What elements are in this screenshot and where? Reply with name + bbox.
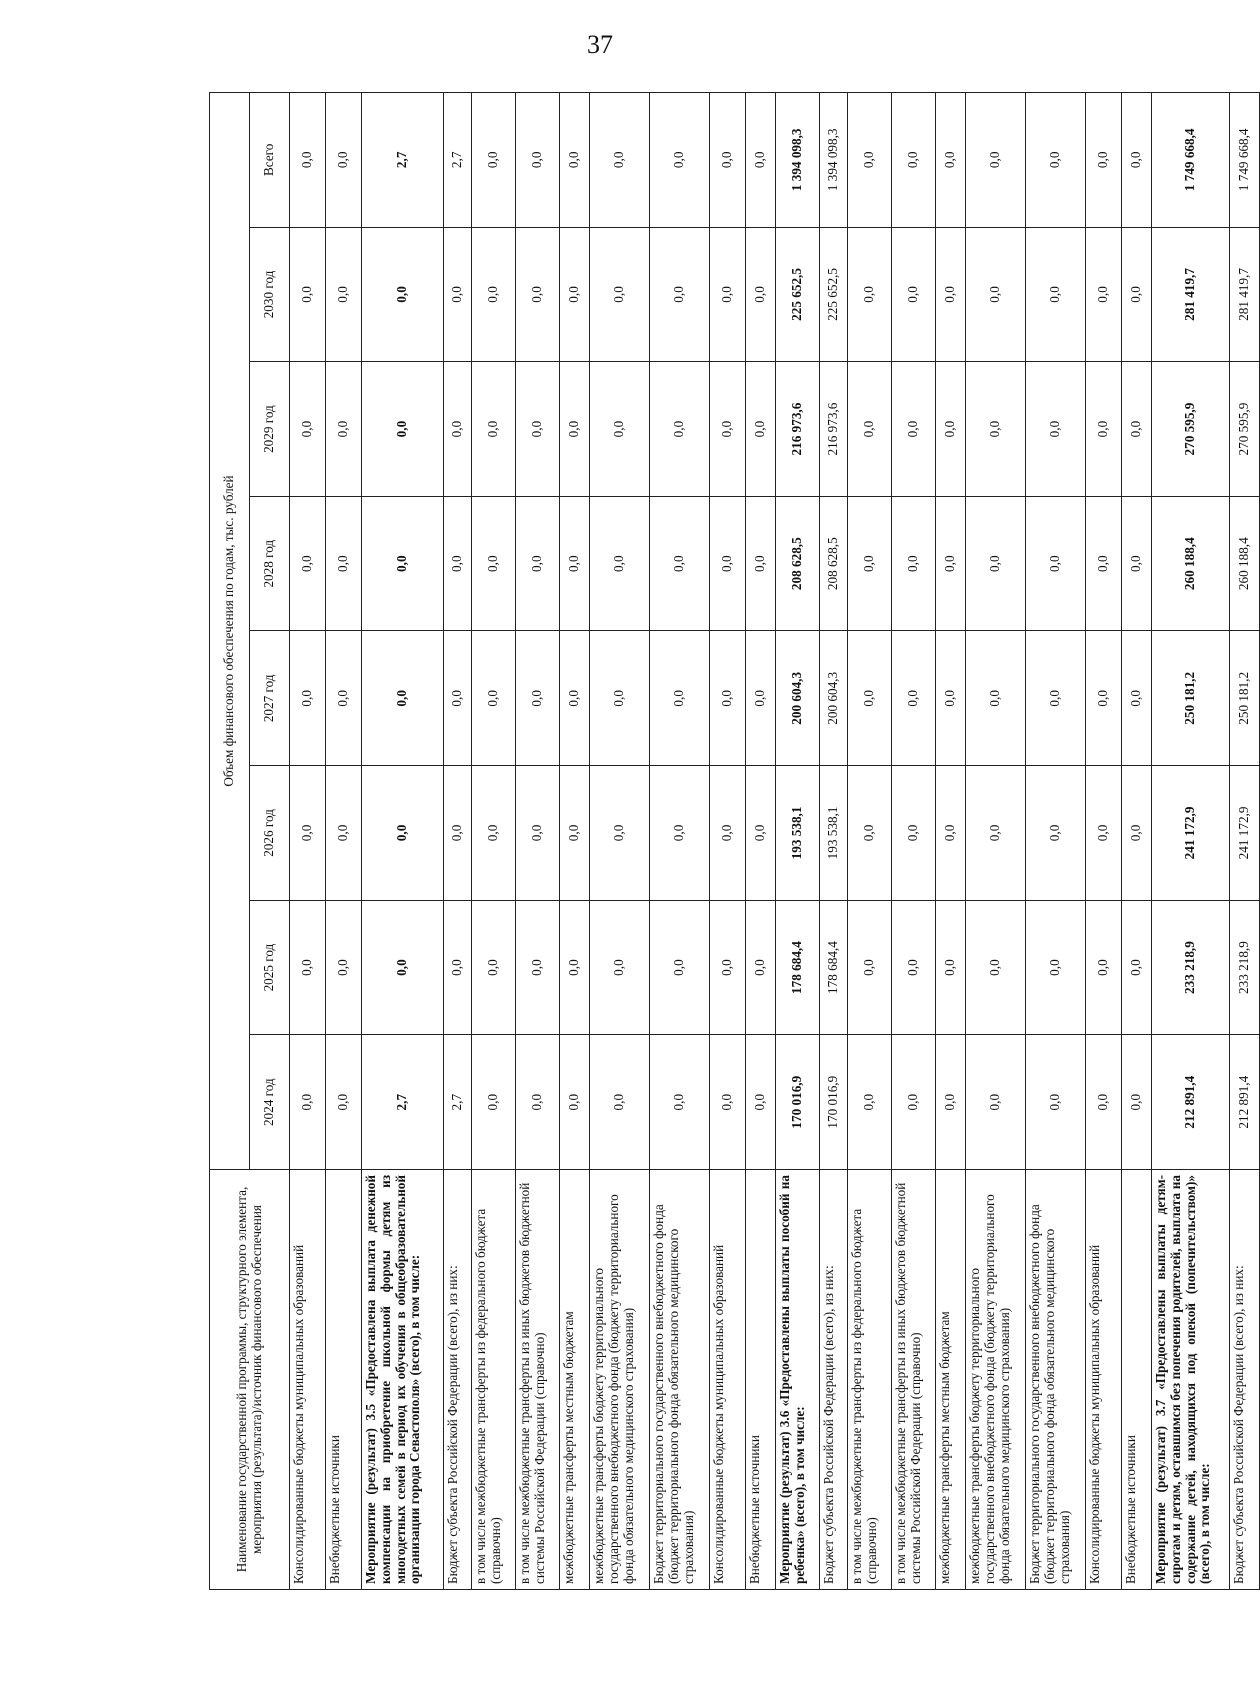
row-value: 0,0 — [966, 900, 1026, 1035]
row-label: Консолидированные бюджеты муниципальных образований — [710, 1170, 746, 1590]
row-value: 0,0 — [590, 93, 650, 228]
row-value: 0,0 — [936, 496, 966, 631]
row-value: 0,0 — [936, 1035, 966, 1170]
row-value: 0,0 — [560, 900, 590, 1035]
row-value: 0,0 — [472, 1035, 516, 1170]
table-row — [966, 93, 1026, 1590]
row-value: 0,0 — [966, 631, 1026, 766]
table-row — [362, 93, 444, 1590]
row-value: 0,0 — [1086, 766, 1122, 901]
row-value: 0,0 — [1122, 227, 1152, 362]
row-value: 0,0 — [560, 227, 590, 362]
row-value: 0,0 — [560, 631, 590, 766]
row-value: 0,0 — [966, 766, 1026, 901]
row-value: 225 652,5 — [820, 227, 848, 362]
row-value: 0,0 — [966, 496, 1026, 631]
row-value: 0,0 — [362, 631, 444, 766]
table-row — [444, 93, 472, 1590]
table-row — [710, 93, 746, 1590]
row-value: 0,0 — [892, 362, 936, 497]
table-row — [290, 93, 326, 1590]
row-value: 0,0 — [710, 362, 746, 497]
row-value: 0,0 — [892, 631, 936, 766]
row-value: 0,0 — [326, 900, 362, 1035]
row-value: 0,0 — [1122, 496, 1152, 631]
row-value: 0,0 — [892, 496, 936, 631]
row-value: 0,0 — [326, 362, 362, 497]
row-value: 0,0 — [1122, 1035, 1152, 1170]
row-value: 170 016,9 — [776, 1035, 820, 1170]
row-label: межбюджетные трансферты бюджету территориального государственного внебюджетного фонда (бюджету территориального фонда обязательного медицинского страхования) — [590, 1170, 650, 1590]
row-value: 0,0 — [848, 227, 892, 362]
row-value: 0,0 — [444, 631, 472, 766]
page-number: 37 — [587, 30, 613, 59]
row-value: 0,0 — [936, 900, 966, 1035]
table-row — [848, 93, 892, 1590]
row-value: 170 016,9 — [820, 1035, 848, 1170]
header-year-total: Всего — [250, 93, 290, 228]
row-value: 0,0 — [650, 496, 710, 631]
row-value: 0,0 — [590, 900, 650, 1035]
row-value: 0,0 — [1026, 631, 1086, 766]
row-value: 2,7 — [444, 1035, 472, 1170]
row-label: Консолидированные бюджеты муниципальных образований — [290, 1170, 326, 1590]
row-value: 0,0 — [746, 227, 776, 362]
header-year-2029: 2029 год — [250, 362, 290, 497]
row-value: 0,0 — [936, 227, 966, 362]
row-value: 0,0 — [362, 766, 444, 901]
row-value: 241 172,9 — [1230, 766, 1260, 901]
row-value: 0,0 — [966, 93, 1026, 228]
row-value: 0,0 — [936, 631, 966, 766]
row-value: 0,0 — [472, 766, 516, 901]
row-value: 0,0 — [1122, 900, 1152, 1035]
row-value: 0,0 — [1086, 93, 1122, 228]
row-value: 0,0 — [362, 227, 444, 362]
row-value: 0,0 — [650, 1035, 710, 1170]
row-value: 0,0 — [472, 227, 516, 362]
row-value: 0,0 — [516, 900, 560, 1035]
row-value: 0,0 — [290, 496, 326, 631]
row-value: 0,0 — [1086, 362, 1122, 497]
row-value: 0,0 — [472, 93, 516, 228]
row-value: 178 684,4 — [820, 900, 848, 1035]
row-label: Мероприятие (результат) 3.5 «Предоставлена выплата денежной компенсации на приобретение школьной формы детям из многодетных семей в период их обучения в общеобразовательной организации города Севастополя» (всего), в том числе: — [362, 1170, 444, 1590]
row-value: 0,0 — [848, 900, 892, 1035]
row-value: 0,0 — [326, 93, 362, 228]
row-label: в том числе межбюджетные трансферты из иных бюджетов бюджетной системы Российской Федерации (справочно) — [892, 1170, 936, 1590]
header-year-2024: 2024 год — [250, 1035, 290, 1170]
row-value: 0,0 — [650, 900, 710, 1035]
row-value: 0,0 — [326, 1035, 362, 1170]
row-value: 0,0 — [560, 496, 590, 631]
row-value: 0,0 — [710, 93, 746, 228]
table-row — [820, 93, 848, 1590]
header-year-2028: 2028 год — [250, 496, 290, 631]
row-value: 0,0 — [966, 1035, 1026, 1170]
row-value: 0,0 — [590, 227, 650, 362]
row-value: 0,0 — [516, 362, 560, 497]
table-row — [892, 93, 936, 1590]
row-label: Внебюджетные источники — [326, 1170, 362, 1590]
row-value: 0,0 — [892, 1035, 936, 1170]
row-label: в том числе межбюджетные трансферты из федерального бюджета (справочно) — [848, 1170, 892, 1590]
row-value: 0,0 — [1122, 766, 1152, 901]
row-value: 0,0 — [472, 496, 516, 631]
row-value: 0,0 — [1122, 631, 1152, 766]
row-value: 0,0 — [516, 93, 560, 228]
table-row — [1122, 93, 1152, 1590]
row-value: 0,0 — [650, 766, 710, 901]
row-value: 0,0 — [848, 766, 892, 901]
row-label: в том числе межбюджетные трансферты из федерального бюджета (справочно) — [472, 1170, 516, 1590]
row-value: 250 181,2 — [1230, 631, 1260, 766]
row-label: межбюджетные трансферты местным бюджетам — [560, 1170, 590, 1590]
row-value: 212 891,4 — [1152, 1035, 1230, 1170]
row-value: 0,0 — [1086, 631, 1122, 766]
row-value: 0,0 — [290, 1035, 326, 1170]
row-value: 193 538,1 — [776, 766, 820, 901]
row-value: 216 973,6 — [776, 362, 820, 497]
row-value: 212 891,4 — [1230, 1035, 1260, 1170]
row-value: 0,0 — [848, 362, 892, 497]
row-value: 1 394 098,3 — [776, 93, 820, 228]
row-value: 0,0 — [290, 362, 326, 497]
row-value: 200 604,3 — [776, 631, 820, 766]
row-value: 0,0 — [746, 1035, 776, 1170]
row-value: 0,0 — [590, 496, 650, 631]
row-value: 0,0 — [516, 496, 560, 631]
row-label: в том числе межбюджетные трансферты из иных бюджетов бюджетной системы Российской Федерации (справочно) — [516, 1170, 560, 1590]
row-value: 0,0 — [362, 900, 444, 1035]
row-value: 241 172,9 — [1152, 766, 1230, 901]
row-value: 250 181,2 — [1152, 631, 1230, 766]
table-row — [1086, 93, 1122, 1590]
row-value: 0,0 — [710, 227, 746, 362]
row-value: 270 595,9 — [1230, 362, 1260, 497]
row-value: 0,0 — [560, 766, 590, 901]
row-value: 0,0 — [746, 496, 776, 631]
row-value: 0,0 — [362, 362, 444, 497]
row-value: 0,0 — [444, 900, 472, 1035]
row-value: 0,0 — [936, 362, 966, 497]
row-value: 0,0 — [326, 631, 362, 766]
row-value: 0,0 — [290, 631, 326, 766]
row-value: 0,0 — [290, 766, 326, 901]
row-label: межбюджетные трансферты бюджету территориального государственного внебюджетного фонда (бюджету территориального фонда обязательного медицинского страхования) — [966, 1170, 1026, 1590]
row-value: 0,0 — [1026, 1035, 1086, 1170]
row-value: 0,0 — [1122, 93, 1152, 228]
table-row — [326, 93, 362, 1590]
row-value: 0,0 — [848, 93, 892, 228]
row-value: 0,0 — [590, 362, 650, 497]
row-label: Внебюджетные источники — [1122, 1170, 1152, 1590]
row-value: 0,0 — [560, 1035, 590, 1170]
row-label: Консолидированные бюджеты муниципальных образований — [1086, 1170, 1122, 1590]
row-value: 0,0 — [650, 362, 710, 497]
row-value: 0,0 — [560, 362, 590, 497]
row-label: Бюджет территориального государственного внебюджетного фонда (бюджет территориального фонда обязательного медицинского страхования) — [650, 1170, 710, 1590]
row-value: 216 973,6 — [820, 362, 848, 497]
row-value: 2,7 — [444, 93, 472, 228]
row-value: 0,0 — [848, 496, 892, 631]
row-value: 0,0 — [710, 496, 746, 631]
row-value: 0,0 — [936, 93, 966, 228]
row-value: 0,0 — [936, 766, 966, 901]
row-value: 260 188,4 — [1152, 496, 1230, 631]
row-label: Внебюджетные источники — [746, 1170, 776, 1590]
row-value: 0,0 — [892, 900, 936, 1035]
row-value: 0,0 — [290, 93, 326, 228]
row-label: Бюджет субъекта Российской Федерации (всего), из них: — [820, 1170, 848, 1590]
row-value: 0,0 — [516, 227, 560, 362]
row-value: 0,0 — [290, 900, 326, 1035]
rotated-table-wrapper — [209, 92, 1252, 1590]
row-value: 0,0 — [746, 362, 776, 497]
row-label: Бюджет территориального государственного внебюджетного фонда (бюджет территориального фонда обязательного медицинского страхования) — [1026, 1170, 1086, 1590]
row-value: 0,0 — [746, 900, 776, 1035]
row-value: 260 188,4 — [1230, 496, 1260, 631]
row-value: 0,0 — [362, 496, 444, 631]
row-value: 0,0 — [650, 631, 710, 766]
row-value: 1 749 668,4 — [1152, 93, 1230, 228]
row-value: 0,0 — [444, 496, 472, 631]
row-value: 0,0 — [848, 631, 892, 766]
row-label: Бюджет субъекта Российской Федерации (всего), из них: — [444, 1170, 472, 1590]
row-value: 0,0 — [746, 93, 776, 228]
row-value: 281 419,7 — [1152, 227, 1230, 362]
row-value: 208 628,5 — [776, 496, 820, 631]
row-value: 0,0 — [1026, 766, 1086, 901]
header-year-2025: 2025 год — [250, 900, 290, 1035]
row-value: 0,0 — [1086, 1035, 1122, 1170]
table-row — [516, 93, 560, 1590]
row-value: 0,0 — [1026, 227, 1086, 362]
row-value: 0,0 — [290, 227, 326, 362]
row-value: 0,0 — [710, 900, 746, 1035]
row-value: 0,0 — [1086, 900, 1122, 1035]
row-value: 0,0 — [444, 362, 472, 497]
table-body — [290, 93, 1260, 1590]
row-value: 2,7 — [362, 93, 444, 228]
row-value: 0,0 — [892, 227, 936, 362]
row-value: 0,0 — [326, 227, 362, 362]
row-value: 0,0 — [1086, 496, 1122, 631]
row-value: 0,0 — [590, 1035, 650, 1170]
row-value: 208 628,5 — [820, 496, 848, 631]
table-row — [1230, 93, 1260, 1590]
row-value: 0,0 — [516, 1035, 560, 1170]
row-value: 0,0 — [1026, 362, 1086, 497]
row-value: 0,0 — [1026, 93, 1086, 228]
header-volume-caption: Объем финансового обеспечения по годам, тыс. рублей — [210, 93, 250, 1170]
row-value: 0,0 — [710, 1035, 746, 1170]
row-label: Бюджет субъекта Российской Федерации (всего), из них: — [1230, 1170, 1260, 1590]
row-value: 1 749 668,4 — [1230, 93, 1260, 228]
row-value: 193 538,1 — [820, 766, 848, 901]
row-label: межбюджетные трансферты местным бюджетам — [936, 1170, 966, 1590]
row-value: 0,0 — [710, 766, 746, 901]
row-value: 0,0 — [516, 766, 560, 901]
row-value: 225 652,5 — [776, 227, 820, 362]
table-row — [1026, 93, 1086, 1590]
row-value: 0,0 — [516, 631, 560, 766]
row-value: 0,0 — [326, 496, 362, 631]
financing-table — [209, 92, 1260, 1590]
table-row — [560, 93, 590, 1590]
header-year-2030: 2030 год — [250, 227, 290, 362]
table-row — [590, 93, 650, 1590]
row-value: 0,0 — [848, 1035, 892, 1170]
row-value: 0,0 — [560, 93, 590, 228]
row-value: 0,0 — [1026, 496, 1086, 631]
row-value: 0,0 — [892, 93, 936, 228]
row-value: 200 604,3 — [820, 631, 848, 766]
row-label: Мероприятие (результат) 3.7 «Предоставлены выплаты детям-сиротам и детям, оставшимся без попечения родителей, выплата на содержание детей, находящихся под опекой (попечительством)» (всего), в том числе: — [1152, 1170, 1230, 1590]
table-row — [776, 93, 820, 1590]
row-value: 281 419,7 — [1230, 227, 1260, 362]
row-value: 0,0 — [650, 93, 710, 228]
header-year-2027: 2027 год — [250, 631, 290, 766]
row-value: 0,0 — [444, 227, 472, 362]
row-value: 0,0 — [1122, 362, 1152, 497]
row-value: 0,0 — [746, 766, 776, 901]
row-value: 1 394 098,3 — [820, 93, 848, 228]
row-value: 0,0 — [650, 227, 710, 362]
header-name-column: Наименование государственной программы, структурного элемента, мероприятия (результата)/источник финансового обеспечения — [210, 1170, 290, 1590]
table-row — [746, 93, 776, 1590]
row-value: 0,0 — [966, 362, 1026, 497]
row-value: 0,0 — [966, 227, 1026, 362]
header-year-2026: 2026 год — [250, 766, 290, 901]
row-value: 0,0 — [472, 362, 516, 497]
table-row — [650, 93, 710, 1590]
table-row — [472, 93, 516, 1590]
row-value: 0,0 — [326, 766, 362, 901]
row-value: 0,0 — [1086, 227, 1122, 362]
row-value: 0,0 — [892, 766, 936, 901]
row-value: 0,0 — [472, 631, 516, 766]
table-row — [1152, 93, 1230, 1590]
row-value: 0,0 — [590, 766, 650, 901]
row-label: Мероприятие (результат) 3.6 «Предоставлены выплаты пособий на ребенка» (всего), в том числе: — [776, 1170, 820, 1590]
row-value: 233 218,9 — [1152, 900, 1230, 1035]
row-value: 0,0 — [472, 900, 516, 1035]
row-value: 0,0 — [444, 766, 472, 901]
row-value: 0,0 — [590, 631, 650, 766]
row-value: 270 595,9 — [1152, 362, 1230, 497]
row-value: 2,7 — [362, 1035, 444, 1170]
row-value: 178 684,4 — [776, 900, 820, 1035]
row-value: 0,0 — [746, 631, 776, 766]
row-value: 233 218,9 — [1230, 900, 1260, 1035]
row-value: 0,0 — [1026, 900, 1086, 1035]
table-row — [936, 93, 966, 1590]
row-value: 0,0 — [710, 631, 746, 766]
